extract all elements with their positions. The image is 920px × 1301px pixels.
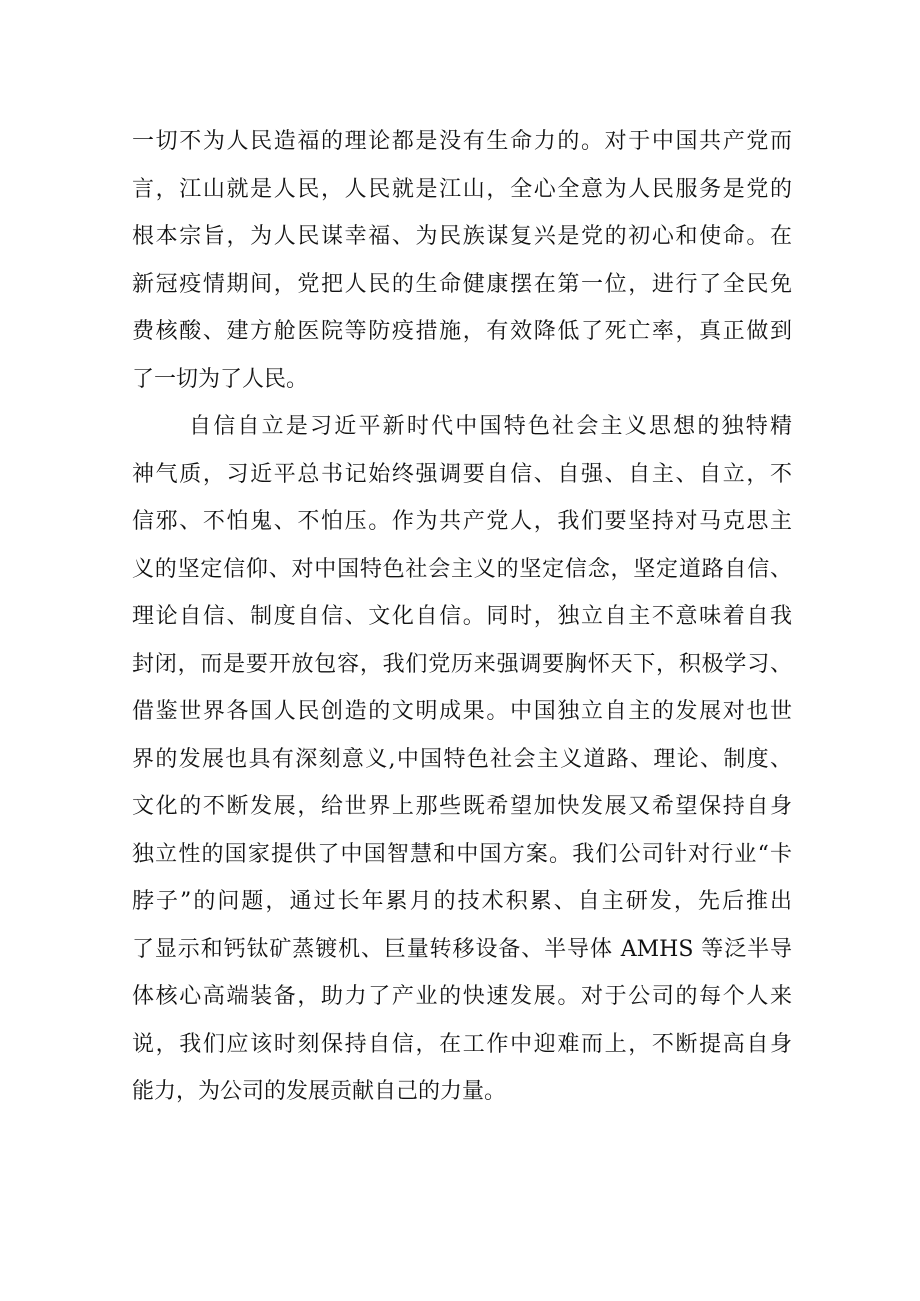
- text-line: 根本宗旨，为人民谋幸福、为民族谋复兴是党的初心和使命。在: [132, 224, 792, 249]
- text-line: 了显示和钙钛矿蒸镀机、巨量转移设备、半导体 AMHS 等泛半导: [132, 936, 792, 962]
- text-line: 一切不为人民造福的理论都是没有生命力的。对于中国共产党而: [132, 129, 792, 154]
- text-line: 独立性的国家提供了中国智慧和中国方案。我们公司针对行业“卡: [132, 841, 792, 867]
- text-line: 神气质，习近平总书记始终强调要自信、自强、自主、自立，不: [132, 461, 792, 487]
- text-line: 了一切为了人民。: [132, 366, 309, 392]
- text-line: 体核心高端装备，助力了产业的快速发展。对于公司的每个人来: [132, 984, 792, 1009]
- text-line: 信邪、不怕鬼、不怕压。作为共产党人，我们要坚持对马克思主: [132, 509, 792, 534]
- text-line: 新冠疫情期间，党把人民的生命健康摆在第一位，进行了全民免: [132, 271, 792, 297]
- text-line: 理论自信、制度自信、文化自信。同时，独立自主不意味着自我: [132, 604, 792, 629]
- text-line: 借鉴世界各国人民创造的文明成果。中国独立自主的发展对也世: [132, 699, 792, 724]
- text-line: 能力，为公司的发展贡献自己的力量。: [132, 1079, 507, 1104]
- text-line: 自信自立是习近平新时代中国特色社会主义思想的独特精: [189, 414, 792, 439]
- text-line: 说，我们应该时刻保持自信，在工作中迎难而上，不断提高自身: [132, 1031, 792, 1057]
- text-line: 义的坚定信仰、对中国特色社会主义的坚定信念，坚定道路自信、: [132, 556, 792, 582]
- text-line: 脖子”的问题，通过长年累月的技术积累、自主研发，先后推出: [132, 889, 792, 914]
- paragraph-1: [132, 118, 792, 403]
- paragraph-2: [132, 403, 792, 1116]
- text-line: 费核酸、建方舱医院等防疫措施，有效降低了死亡率，真正做到: [132, 319, 792, 344]
- text-line: 封闭，而是要开放包容，我们党历来强调要胸怀天下，积极学习、: [132, 651, 792, 677]
- text-line: 文化的不断发展，给世界上那些既希望加快发展又希望保持自身: [132, 794, 792, 819]
- document-body: [132, 118, 792, 1116]
- text-line: 言，江山就是人民，人民就是江山，全心全意为人民服务是党的: [132, 176, 792, 202]
- text-line: 界的发展也具有深刻意义,中国特色社会主义道路、理论、制度、: [132, 746, 792, 772]
